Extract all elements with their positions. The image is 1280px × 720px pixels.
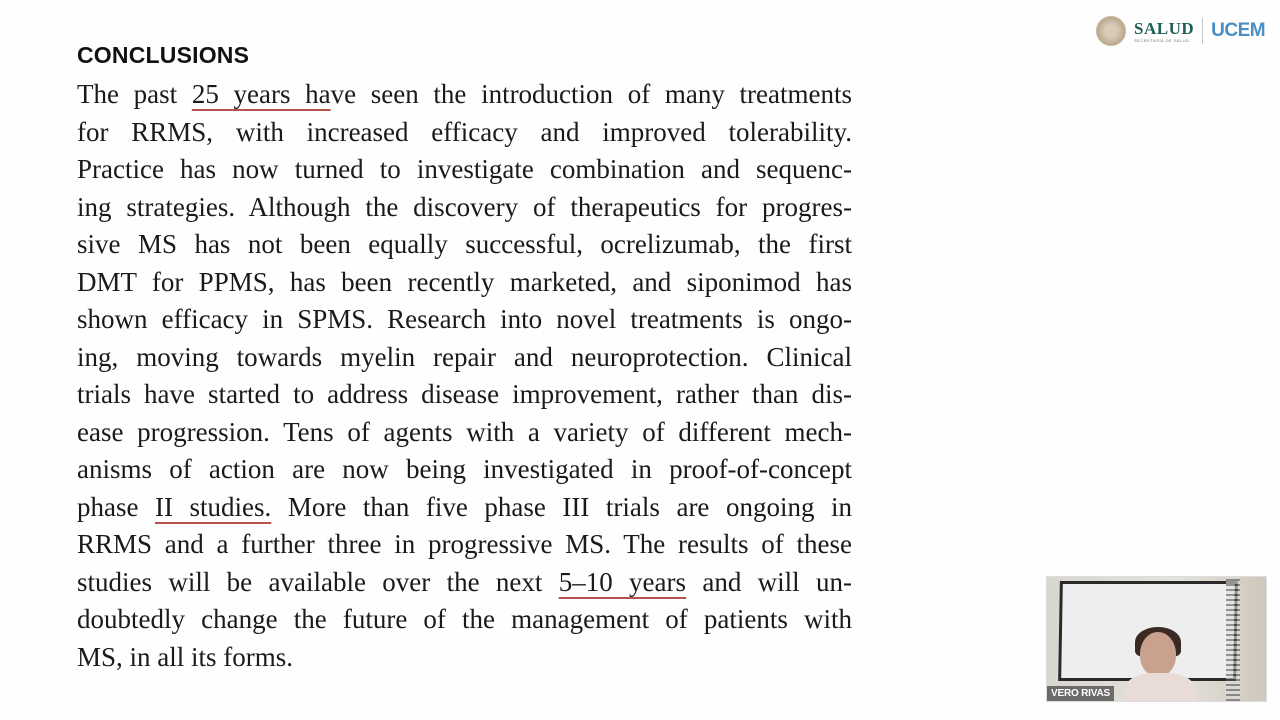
participant-body (1125, 673, 1195, 702)
salud-logo-subtitle: SECRETARÍA DE SALUD (1134, 37, 1190, 43)
text-line (77, 564, 852, 602)
salud-logo-text: SALUD (1134, 18, 1195, 38)
text-line (77, 226, 852, 264)
logo-divider (1202, 18, 1203, 44)
text-segment: ing, moving towards myelin repair and neuroprotection. Clinical (77, 341, 852, 372)
text-segment: anisms of action are now being investigated in proof-of-concept (77, 454, 852, 484)
underlined-annotation: 5–10 years (558, 566, 687, 597)
text-line (77, 414, 852, 452)
participant-video-tile[interactable] (1046, 576, 1267, 702)
text-line (77, 189, 852, 227)
text-segment: ve seen the introduction of many treatments (330, 79, 852, 109)
text-segment: RRMS and a further three in progressive MS. The results of these (77, 529, 852, 559)
text-segment: shown efficacy in SPMS. Research into novel treatments is ongo- (77, 304, 852, 334)
text-segment: doubtedly change the future of the management of patients with (77, 604, 852, 634)
text-line (77, 489, 852, 527)
participant-face (1140, 632, 1176, 676)
underlined-annotation: 25 years ha (191, 79, 331, 109)
text-line (77, 451, 852, 489)
text-line (77, 339, 852, 377)
underlined-annotation: II studies. (155, 491, 272, 522)
text-segment: trials have started to address disease improvement, rather than dis- (77, 379, 852, 409)
slide-title: CONCLUSIONS (77, 42, 250, 68)
text-segment: Practice has now turned to investigate combination and sequenc- (77, 154, 852, 184)
text-segment: MS, in all its forms. (77, 641, 294, 672)
text-line (77, 376, 852, 414)
text-line (77, 526, 852, 564)
participant-name-tag: VERO RIVAS (1047, 686, 1114, 701)
text-line (77, 601, 852, 639)
text-segment: for RRMS, with increased efficacy and improved tolerability. (77, 116, 852, 147)
text-line (77, 76, 852, 114)
text-segment: studies will be available over the next (77, 566, 559, 597)
text-segment: and will un- (686, 566, 853, 597)
text-segment: The past (77, 79, 192, 109)
conclusions-paragraph (77, 76, 852, 676)
text-line (77, 114, 852, 152)
text-segment: ing strategies. Although the discovery of therapeutics for progres- (77, 191, 852, 222)
text-segment: DMT for PPMS, has been recently marketed, and siponimod has (77, 266, 852, 297)
text-segment: ease progression. Tens of agents with a variety of different mech- (77, 416, 852, 447)
text-line (77, 264, 852, 302)
window-blinds (1226, 577, 1240, 701)
text-segment: sive MS has not been equally successful, ocrelizumab, the first (77, 229, 852, 259)
text-line (77, 151, 852, 189)
text-line (77, 639, 852, 677)
header-logos (1096, 16, 1265, 46)
text-line (77, 301, 852, 339)
text-segment: phase (77, 491, 156, 522)
text-segment: More than five phase III trials are ongoing in (271, 491, 852, 522)
mexico-seal-icon (1096, 16, 1126, 46)
salud-logo (1134, 20, 1194, 43)
ucem-logo: UCEM (1211, 20, 1266, 41)
